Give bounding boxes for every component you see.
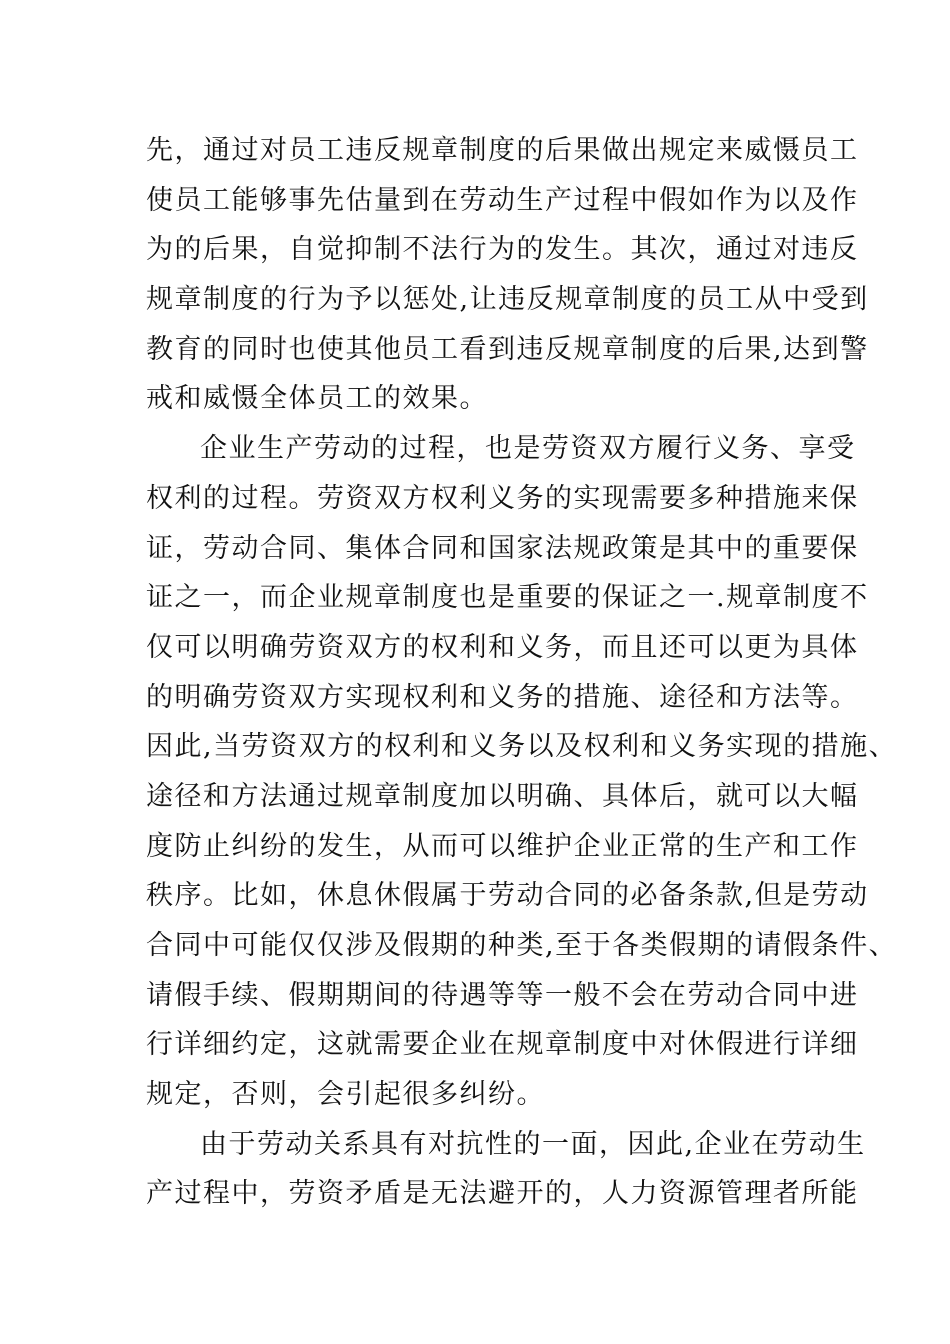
text-line: 规定，否则，会引起很多纠纷。 bbox=[146, 1079, 545, 1111]
text-line: 合同中可能仅仅涉及假期的种类,至于各类假期的请假条件、 bbox=[146, 930, 898, 961]
text-line: 产过程中，劳资矛盾是无法避开的，人力资源管理者所能 bbox=[146, 1178, 859, 1210]
body-text bbox=[146, 126, 898, 1219]
text-line: 行详细约定，这就需要企业在规章制度中对休假进行详细 bbox=[146, 1029, 859, 1061]
text-line: 先，通过对员工违反规章制度的后果做出规定来威慑员工 bbox=[146, 135, 859, 166]
text-line: 仅可以明确劳资双方的权利和义务，而且还可以更为具体 bbox=[146, 631, 859, 663]
text-line: 途径和方法通过规章制度加以明确、具体后，就可以大幅 bbox=[146, 780, 859, 812]
text-line: 证，劳动合同、集体合同和国家法规政策是其中的重要保 bbox=[146, 532, 859, 564]
text-line: 使员工能够事先估量到在劳动生产过程中假如作为以及作 bbox=[146, 184, 859, 216]
text-line: 权利的过程。劳资双方权利义务的实现需要多种措施来保 bbox=[146, 482, 859, 514]
paragraph-first-line: 企业生产劳动的过程，也是劳资双方履行义务、享受 bbox=[200, 433, 856, 465]
text-line: 规章制度的行为予以惩处,让违反规章制度的员工从中受到 bbox=[146, 284, 869, 316]
text-line: 为的后果，自觉抑制不法行为的发生。其次，通过对违反 bbox=[146, 234, 859, 266]
text-line: 戒和威慑全体员工的效果。 bbox=[146, 383, 488, 415]
text-line: 度防止纠纷的发生，从而可以维护企业正常的生产和工作 bbox=[146, 830, 859, 862]
paragraph-first-line: 由于劳动关系具有对抗性的一面，因此,企业在劳动生 bbox=[200, 1128, 866, 1160]
text-line: 秩序。比如，休息休假属于劳动合同的必备条款,但是劳动 bbox=[146, 880, 869, 912]
text-line: 因此,当劳资双方的权利和义务以及权利和义务实现的措施、 bbox=[146, 731, 898, 763]
text-line: 教育的同时也使其他员工看到违反规章制度的后果,达到警 bbox=[146, 333, 869, 365]
text-line: 证之一，而企业规章制度也是重要的保证之一.规章制度不 bbox=[146, 582, 869, 614]
text-line: 的明确劳资双方实现权利和义务的措施、途径和方法等。 bbox=[146, 681, 859, 713]
text-line: 请假手续、假期期间的待遇等等一般不会在劳动合同中进 bbox=[146, 979, 859, 1011]
